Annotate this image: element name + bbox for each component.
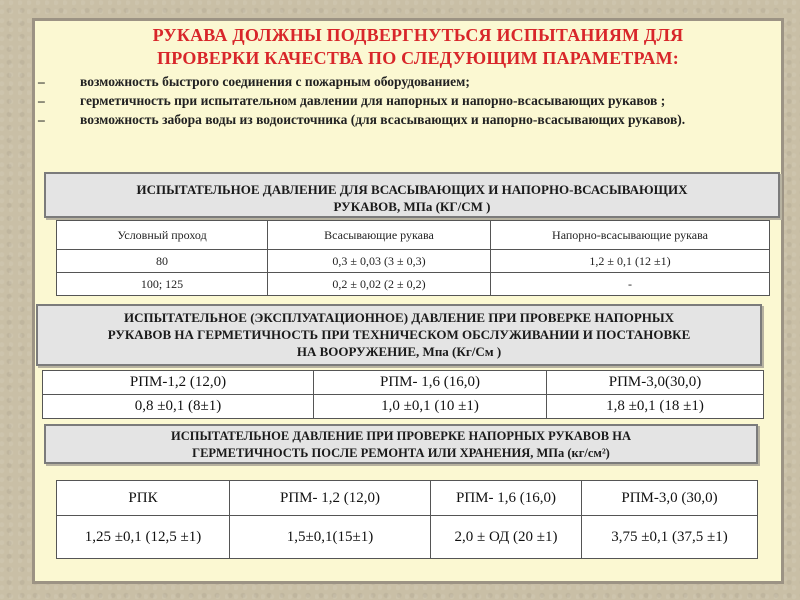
table-cell: 3,75 ±0,1 (37,5 ±1) <box>582 516 758 559</box>
column-header: Напорно-всасывающие рукава <box>491 221 770 250</box>
title-line-1: РУКАВА ДОЛЖНЫ ПОДВЕРГНУТЬСЯ ИСПЫТАНИЯМ ДЛЯ <box>152 25 684 45</box>
suction-pressure-table <box>56 220 770 296</box>
slide-title <box>98 24 738 70</box>
table-header-row <box>57 221 770 250</box>
table-cell: 0,3 ± 0,03 (3 ± 0,3) <box>268 250 491 273</box>
list-item <box>38 110 772 129</box>
table-cell: 1,8 ±0,1 (18 ±1) <box>547 395 764 419</box>
list-item-text: герметичность при испытательном давлении для напорных и напорно-всасывающих рукавов ; <box>80 93 666 108</box>
heading-line-2: ГЕРМЕТИЧНОСТЬ ПОСЛЕ РЕМОНТА ИЛИ ХРАНЕНИЯ, МПа (кг/см²) <box>192 446 610 460</box>
heading-line-1: ИСПЫТАТЕЛЬНОЕ ДАВЛЕНИЕ ПРИ ПРОВЕРКЕ НАПОРНЫХ РУКАВОВ НА <box>170 429 632 443</box>
heading-line-2: РУКАВОВ, МПа (КГ/СМ ) <box>333 199 491 214</box>
table-row <box>57 273 770 296</box>
table-cell: 80 <box>57 250 268 273</box>
table-cell: 1,5±0,1(15±1) <box>230 516 431 559</box>
column-header: РПМ-1,2 (12,0) <box>43 371 314 395</box>
column-header: Условный проход <box>57 221 268 250</box>
heading-line-1: ИСПЫТАТЕЛЬНОЕ (ЭКСПЛУАТАЦИОННОЕ) ДАВЛЕНИЕ ПРИ ПРОВЕРКЕ НАПОРНЫХ <box>123 310 675 325</box>
operational-pressure-table <box>42 370 764 419</box>
column-header: РПМ- 1,6 (16,0) <box>314 371 547 395</box>
parameters-list <box>38 72 772 129</box>
bullet-dash: – <box>38 74 45 89</box>
heading-line-1: ИСПЫТАТЕЛЬНОЕ ДАВЛЕНИЕ ДЛЯ ВСАСЫВАЮЩИХ И НАПОРНО-ВСАСЫВАЮЩИХ <box>136 182 688 197</box>
table-cell: 100; 125 <box>57 273 268 296</box>
column-header: РПМ- 1,2 (12,0) <box>230 481 431 516</box>
table-row <box>57 516 758 559</box>
table-cell: 2,0 ± ОД (20 ±1) <box>431 516 582 559</box>
table-cell: 0,2 ± 0,02 (2 ± 0,2) <box>268 273 491 296</box>
bullet-dash: – <box>38 112 45 127</box>
table-cell: 1,2 ± 0,1 (12 ±1) <box>491 250 770 273</box>
table-header-row <box>57 481 758 516</box>
column-header: РПМ-3,0 (30,0) <box>582 481 758 516</box>
column-header: РПМ- 1,6 (16,0) <box>431 481 582 516</box>
table-cell: 0,8 ±0,1 (8±1) <box>43 395 314 419</box>
table-cell: 1,25 ±0,1 (12,5 ±1) <box>57 516 230 559</box>
table-row <box>57 250 770 273</box>
bullet-dash: – <box>38 93 45 108</box>
list-item-text: возможность быстрого соединения с пожарным оборудованием; <box>80 74 470 89</box>
column-header: РПМ-3,0(30,0) <box>547 371 764 395</box>
suction-pressure-heading <box>44 172 780 218</box>
column-header: Всасывающие рукава <box>268 221 491 250</box>
post-repair-pressure-table <box>56 480 758 559</box>
table-header-row <box>43 371 764 395</box>
table-row <box>43 395 764 419</box>
column-header: РПК <box>57 481 230 516</box>
heading-line-3: НА ВООРУЖЕНИЕ, Мпа (Кг/См ) <box>296 344 502 359</box>
table-cell: - <box>491 273 770 296</box>
heading-line-2: РУКАВОВ НА ГЕРМЕТИЧНОСТЬ ПРИ ТЕХНИЧЕСКОМ ОБСЛУЖИВАНИИ И ПОСТАНОВКЕ <box>107 327 691 342</box>
list-item <box>38 72 772 91</box>
table-cell: 1,0 ±0,1 (10 ±1) <box>314 395 547 419</box>
post-repair-pressure-heading <box>44 424 758 464</box>
list-item <box>38 91 772 110</box>
list-item-text: возможность забора воды из водоисточника (для всасывающих и напорно-всасывающих рукавов). <box>80 112 686 127</box>
operational-pressure-heading <box>36 304 762 366</box>
title-line-2: ПРОВЕРКИ КАЧЕСТВА ПО СЛЕДУЮЩИМ ПАРАМЕТРАМ: <box>157 48 679 68</box>
